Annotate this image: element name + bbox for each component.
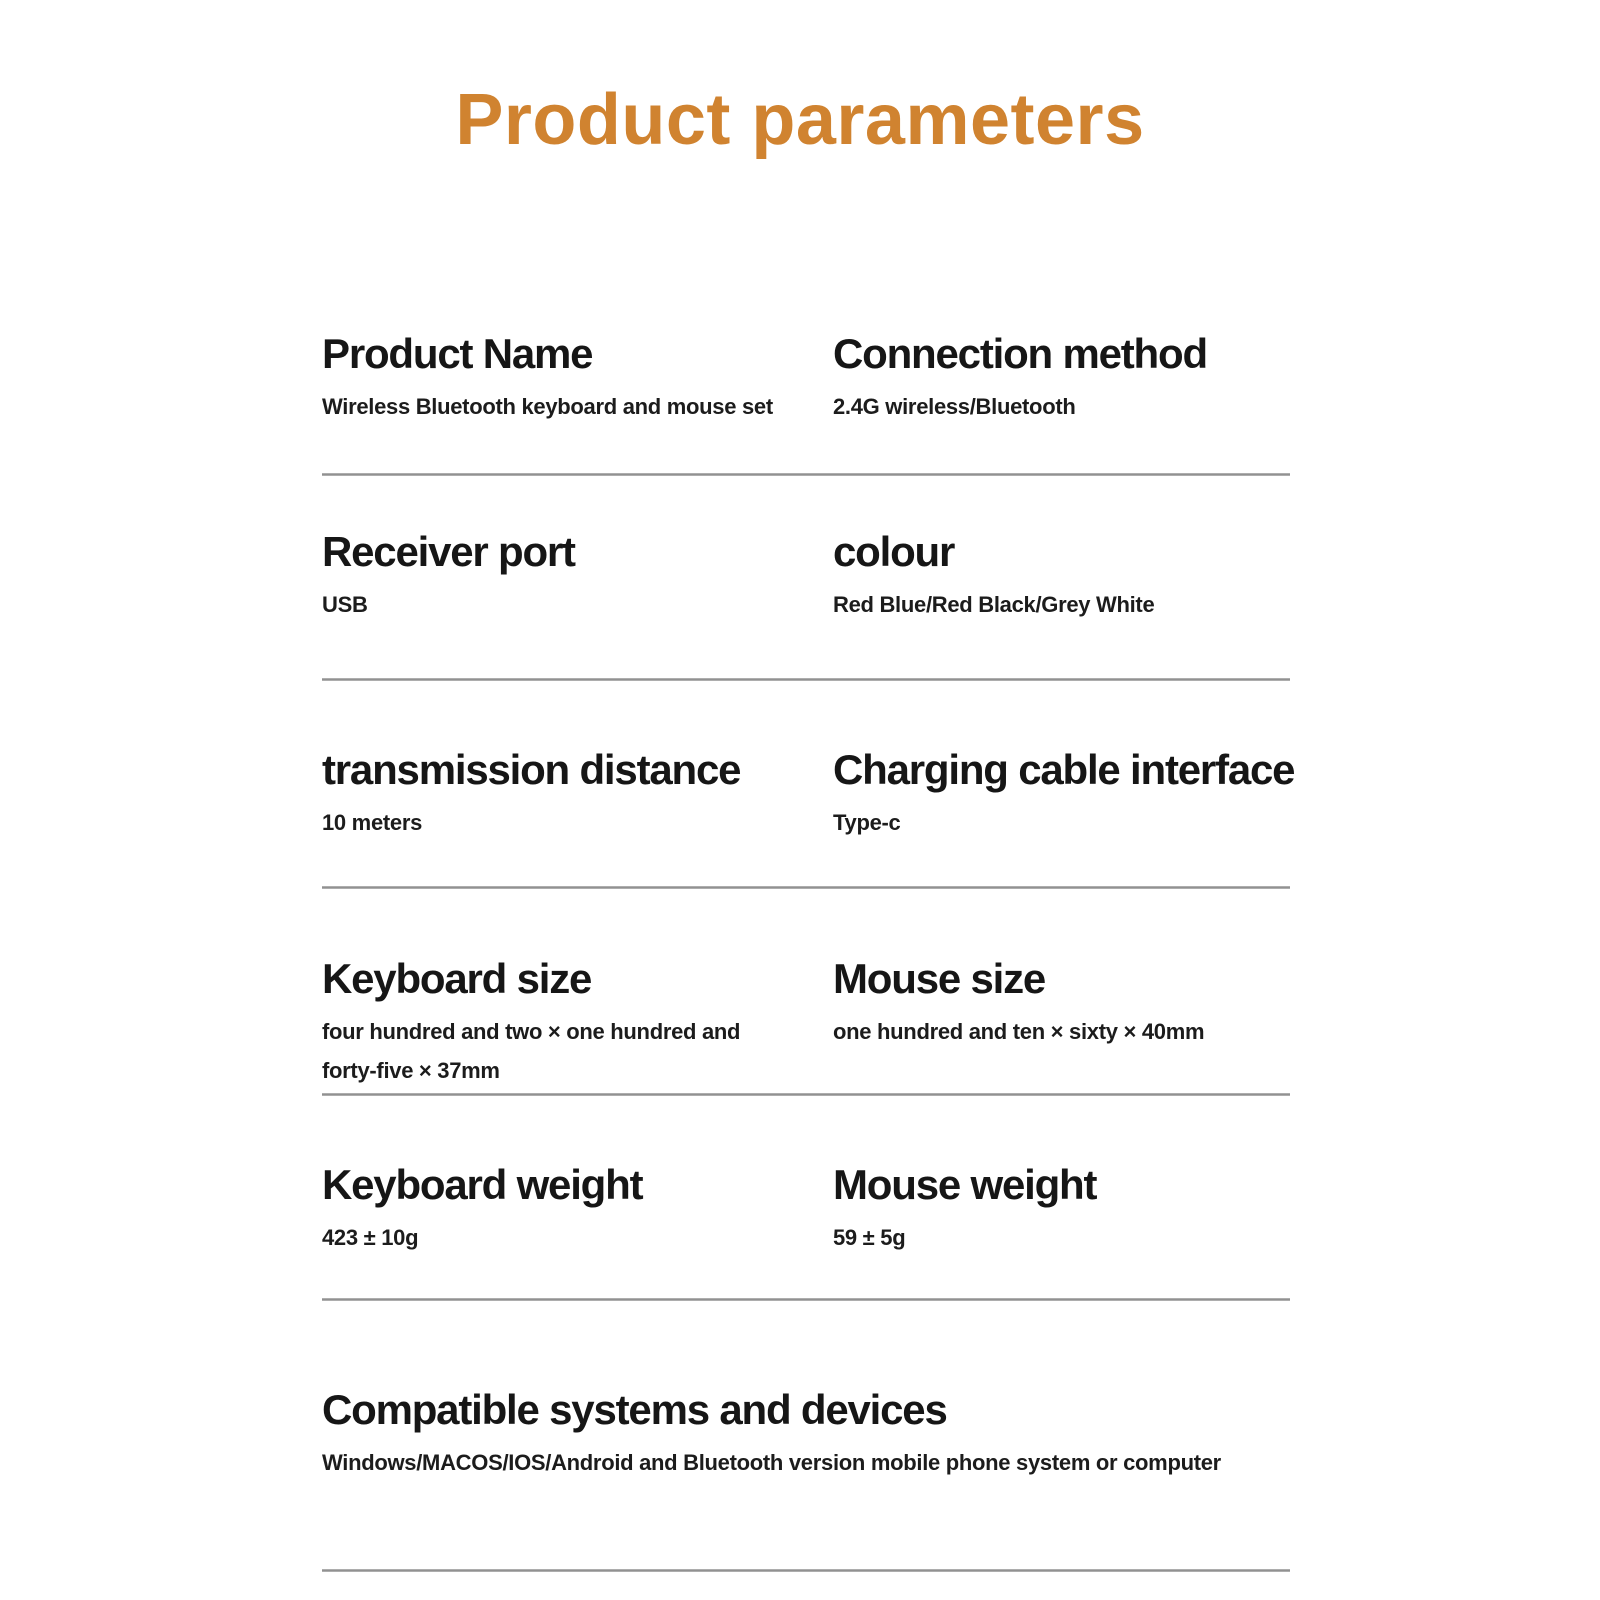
spec-cell [322,1386,1290,1569]
spec-content [322,329,1295,1572]
spec-label-charging-cable-interface: Charging cable interface [833,745,1295,793]
spec-label-compatible-systems: Compatible systems and devices [322,1385,947,1433]
spec-value-compatible-systems: Windows/MACOS/IOS/Android and Bluetooth version mobile phone system or computer [322,1450,1221,1476]
spec-label-keyboard-weight: Keyboard weight [322,1160,643,1208]
spec-cell [322,746,833,886]
spec-cell [833,528,1290,678]
spec-label-mouse-size: Mouse size [833,954,1046,1002]
spec-cell [833,1161,1290,1298]
spec-label-transmission-distance: transmission distance [322,745,741,793]
spec-cell [833,330,1290,473]
spec-label-colour: colour [833,527,955,575]
spec-section-port-colour [322,528,1290,678]
spec-label-product-name: Product Name [322,329,593,377]
spec-label-receiver-port: Receiver port [322,527,575,575]
section-divider [322,1093,1290,1096]
spec-section-name-connection [322,330,1290,473]
spec-cell [833,955,1290,1093]
spec-value-product-name: Wireless Bluetooth keyboard and mouse set [322,394,773,420]
spec-value-keyboard-weight: 423 ± 10g [322,1225,419,1251]
spec-cell [322,1161,833,1298]
page-title: Product parameters [455,80,1145,160]
spec-section-compatibility [322,1386,1290,1569]
section-divider [322,1298,1290,1301]
spec-cell [322,330,833,473]
spec-label-keyboard-size: Keyboard size [322,954,592,1002]
spec-value-connection-method: 2.4G wireless/Bluetooth [833,394,1076,420]
section-divider [322,1569,1290,1572]
spec-section-weights [322,1161,1290,1298]
spec-section-distance-charging [322,745,1295,886]
spec-value-charging-cable-interface: Type-c [833,810,901,836]
spec-label-mouse-weight: Mouse weight [833,1160,1097,1208]
spec-cell [322,528,833,678]
spec-cell [322,955,833,1093]
spec-value-mouse-size: one hundred and ten × sixty × 40mm [833,1019,1205,1045]
spec-section-sizes [322,955,1290,1093]
spec-label-connection-method: Connection method [833,329,1207,377]
spec-value-mouse-weight: 59 ± 5g [833,1225,906,1251]
section-divider [322,473,1290,476]
spec-value-transmission-distance: 10 meters [322,810,423,836]
spec-value-colour: Red Blue/Red Black/Grey White [833,592,1155,618]
spec-value-receiver-port: USB [322,592,368,618]
spec-value-keyboard-size: four hundred and two × one hundred and forty-five × 37mm [322,1019,741,1083]
section-divider [322,886,1290,889]
section-divider [322,678,1290,681]
spec-cell [833,745,1295,886]
